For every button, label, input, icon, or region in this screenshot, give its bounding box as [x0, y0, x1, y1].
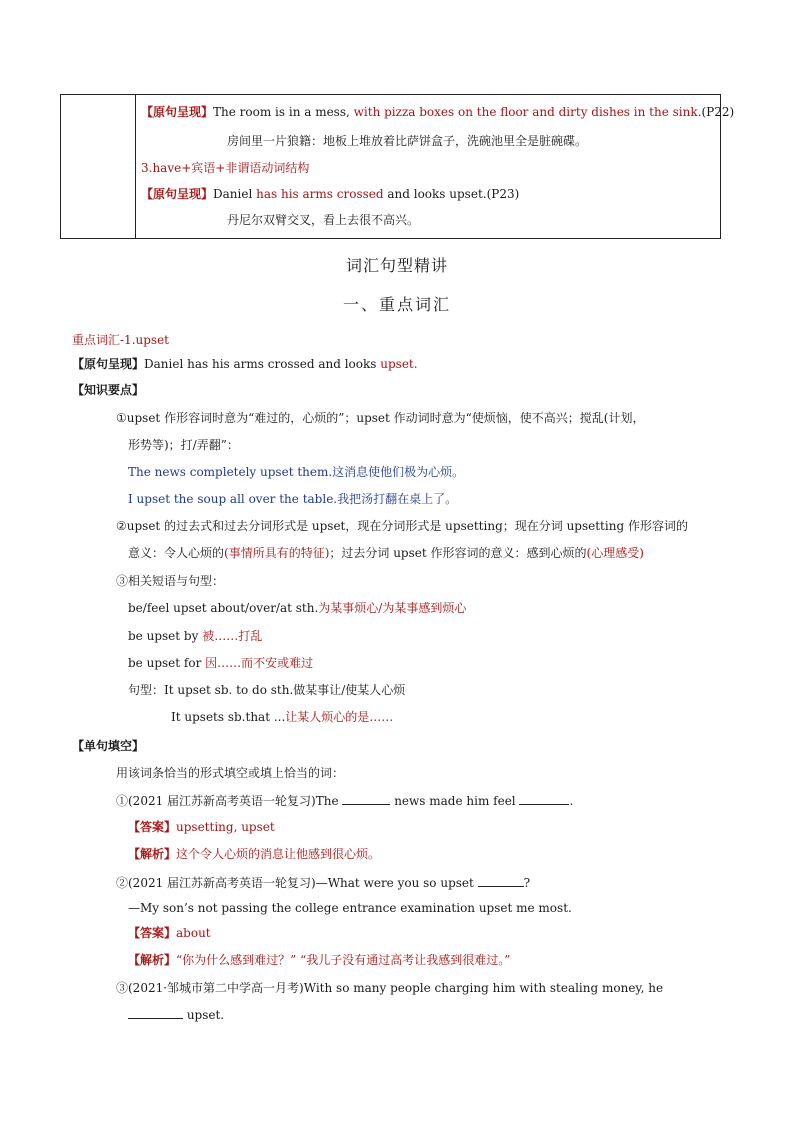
table-line-5: 丹尼尔双臂交叉，看上去很不高兴。	[227, 213, 420, 227]
vocab-heading: 重点词汇-1.upset	[72, 333, 169, 347]
original-sentence	[72, 356, 418, 372]
answer-2	[128, 925, 211, 941]
question-1	[116, 792, 573, 809]
highlight-text: 因……而不安或难过	[205, 656, 314, 670]
exercise-instruction: 用该词条恰当的形式填空或填上恰当的词：	[116, 766, 345, 780]
phrase-2	[128, 628, 262, 644]
highlight-text: has his arms crossed	[256, 187, 384, 201]
phrase-1	[128, 600, 466, 616]
text: ①(2021 届江苏新高考英语一轮复习)The	[116, 794, 343, 808]
bracket-label: 【原句呈现】	[72, 357, 145, 371]
bracket-label: 【答案】	[128, 926, 177, 940]
bracket-label: 【答案】	[128, 820, 177, 834]
highlight-text: (事情所具有的特征)	[224, 546, 330, 560]
highlight-text: 为某事烦心/为某事感到烦心	[318, 601, 467, 615]
explanation-text: “你为什么感到难过？” “我儿子没有通过高考让我感到很难过。”	[176, 953, 511, 967]
table-line-1	[141, 104, 734, 120]
text: be upset for	[128, 656, 206, 670]
text: 意义：令人心烦的	[128, 546, 225, 560]
text: Daniel has his arms crossed and looks	[144, 357, 381, 371]
answer-1	[128, 819, 275, 835]
answer-text: about	[176, 926, 211, 940]
highlight-text: upset.	[380, 357, 418, 371]
text: The room is in a mess,	[213, 105, 354, 119]
point-3: ③相关短语与句型：	[116, 574, 225, 588]
section-title: 词汇句型精讲	[345, 256, 448, 275]
text: ②(2021 届江苏新高考英语一轮复习)—What were you so upset	[116, 876, 478, 890]
text: Daniel	[213, 187, 257, 201]
pattern-1: 句型：It upset sb. to do sth.做某事让/使某人心烦	[128, 683, 406, 697]
example-1: The news completely upset them.这消息使他们极为心烦。	[128, 465, 465, 479]
text: .	[569, 794, 574, 808]
highlight-text: with pizza boxes on the floor and dirty dishes in the sink.	[353, 105, 702, 119]
text: be upset by	[128, 629, 203, 643]
pattern-2	[171, 709, 393, 725]
blank-2[interactable]	[519, 792, 569, 805]
text: news made him feel	[390, 794, 520, 808]
highlight-text: 被……打乱	[202, 629, 263, 643]
highlight-text: 让某人烦心的是……	[285, 710, 394, 724]
question-2	[116, 874, 530, 891]
text: ?	[523, 876, 531, 890]
page-ref: (P22)	[701, 105, 735, 119]
blank-3[interactable]	[478, 874, 524, 887]
question-3-line-2	[128, 1006, 224, 1023]
example-2: I upset the soup all over the table.我把汤打翻在桌上了。	[128, 492, 458, 506]
table-line-4	[141, 186, 519, 202]
question-2-line-2: —My son’s not passing the college entrance examination upset me most.	[128, 901, 572, 915]
explanation-text: 这个令人心烦的消息让他感到很心烦。	[176, 847, 381, 861]
text: and looks upset.(P23)	[383, 187, 520, 201]
table-column-divider	[135, 95, 136, 238]
point-1-line-1: ①upset 作形容词时意为“难过的，心烦的”；upset 作动词时意为“使烦恼，使不高兴；搅乱(计划，	[116, 411, 645, 425]
bracket-label: 【原句呈现】	[141, 105, 214, 119]
table-line-2: 房间里一片狼籍：地板上堆放着比萨饼盒子，洗碗池里全是脏碗碟。	[227, 134, 588, 148]
highlight-text: (心理感受)	[586, 546, 644, 560]
table-line-3: 3.have+宾语+非谓语动词结构	[141, 161, 310, 175]
blank-1[interactable]	[342, 792, 390, 805]
text: be/feel upset about/over/at sth.	[128, 601, 319, 615]
text: It upsets sb.that ...	[171, 710, 286, 724]
explanation-2	[128, 952, 510, 968]
point-1-line-2: 形势等)；打/弄翻”：	[128, 438, 239, 452]
text: upset.	[183, 1008, 225, 1022]
answer-text: upsetting, upset	[176, 820, 275, 834]
phrase-3	[128, 655, 313, 671]
blank-4[interactable]	[128, 1006, 183, 1019]
point-2-line-2	[128, 545, 644, 561]
exercise-heading: 【单句填空】	[72, 739, 145, 753]
bracket-label: 【解析】	[128, 847, 177, 861]
explanation-1	[128, 846, 380, 862]
bracket-label: 【原句呈现】	[141, 187, 214, 201]
point-2-line-1: ②upset 的过去式和过去分词形式是 upset，现在分词形式是 upsetting；现在分词 upsetting 作形容词的	[116, 519, 688, 533]
bracket-label: 【解析】	[128, 953, 177, 967]
knowledge-heading: 【知识要点】	[72, 383, 145, 397]
text: ；过去分词 upset 作形容词的意义：感到心烦的	[329, 546, 587, 560]
subsection-title: 一、重点词汇	[342, 295, 451, 314]
question-3: ③(2021·邹城市第二中学高一月考)With so many people charging him with stealing money, he	[116, 981, 664, 995]
